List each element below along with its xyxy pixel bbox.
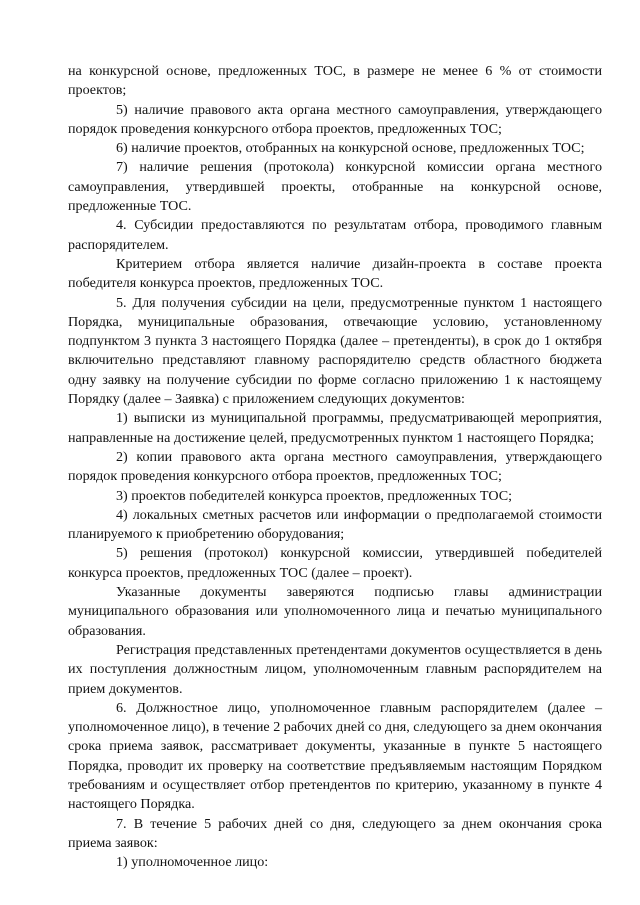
paragraph: 1) уполномоченное лицо: — [116, 854, 269, 871]
paragraph: 5. Для получения субсидии на цели, предусмотренные пунктом 1 настоящего Порядка, муниципальные образования, отвечающие условию, установленному подпунктом 3 пункта 3 настоящего Порядка (далее – претенденты), в срок до 1 октября включительно представляют главному распорядителю средств областного бюджета одну заявку на получение субсидии по форме согласно приложению 1 к настоящему Порядку (далее – Заявка) с приложением следующих документов: — [68, 294, 602, 408]
paragraph: 6) наличие проектов, отобранных на конкурсной основе, предложенных ТОС; — [116, 140, 585, 157]
paragraph: 5) наличие правового акта органа местного самоуправления, утверждающего порядок проведения конкурсного отбора проектов, предложенных ТОС; — [68, 101, 602, 137]
paragraph: Регистрация представленных претендентами документов осуществляется в день их поступления должностным лицом, уполномоченным главным распорядителем на прием документов. — [68, 641, 602, 697]
paragraph: 6. Должностное лицо, уполномоченное главным распорядителем (далее – уполномоченное лицо), в течение 2 рабочих дней со дня, следующего за днем окончания срока приема заявок, рассматривает документы, указанные в пункте 5 настоящего Порядка, проводит их проверку на соответствие предъявляемым настоящим Порядком требованиям и осуществляет отбор претендентов по критерию, указанному в пункте 4 настоящего Порядка. — [68, 699, 602, 813]
paragraph: 3) проектов победителей конкурса проектов, предложенных ТОС; — [116, 487, 513, 504]
paragraph: 1) выписки из муниципальной программы, предусматривающей мероприятия, направленные на достижение целей, предусмотренных пунктом 1 настоящего Порядка; — [68, 410, 602, 446]
paragraph: 7) наличие решения (протокола) конкурсной комиссии органа местного самоуправления, утвердившей проекты, отобранные на конкурсной основе, предложенные ТОС. — [68, 159, 602, 215]
paragraph: 5) решения (протокол) конкурсной комиссии, утвердившей победителей конкурса проектов, предложенных ТОС (далее – проект). — [68, 545, 602, 581]
document-body — [68, 62, 602, 872]
paragraph: 2) копии правового акта органа местного самоуправления, утверждающего порядок проведения конкурсного отбора проектов, предложенных ТОС; — [68, 448, 602, 485]
paragraph: Указанные документы заверяются подписью главы администрации муниципального образования или уполномоченного лица и печатью муниципального образования. — [68, 584, 602, 639]
paragraph: 4. Субсидии предоставляются по результатам отбора, проводимого главным распорядителем. — [68, 217, 602, 253]
paragraph: на конкурсной основе, предложенных ТОС, в размере не менее 6 % от стоимости проектов; — [68, 63, 602, 99]
paragraph: 7. В течение 5 рабочих дней со дня, следующего за днем окончания срока приема заявок: — [68, 815, 602, 851]
paragraph: Критерием отбора является наличие дизайн-проекта в составе проекта победителя конкурса проектов, предложенных ТОС. — [68, 255, 602, 292]
paragraph: 4) локальных сметных расчетов или информации о предполагаемой стоимости планируемого к приобретению оборудования; — [68, 506, 602, 543]
